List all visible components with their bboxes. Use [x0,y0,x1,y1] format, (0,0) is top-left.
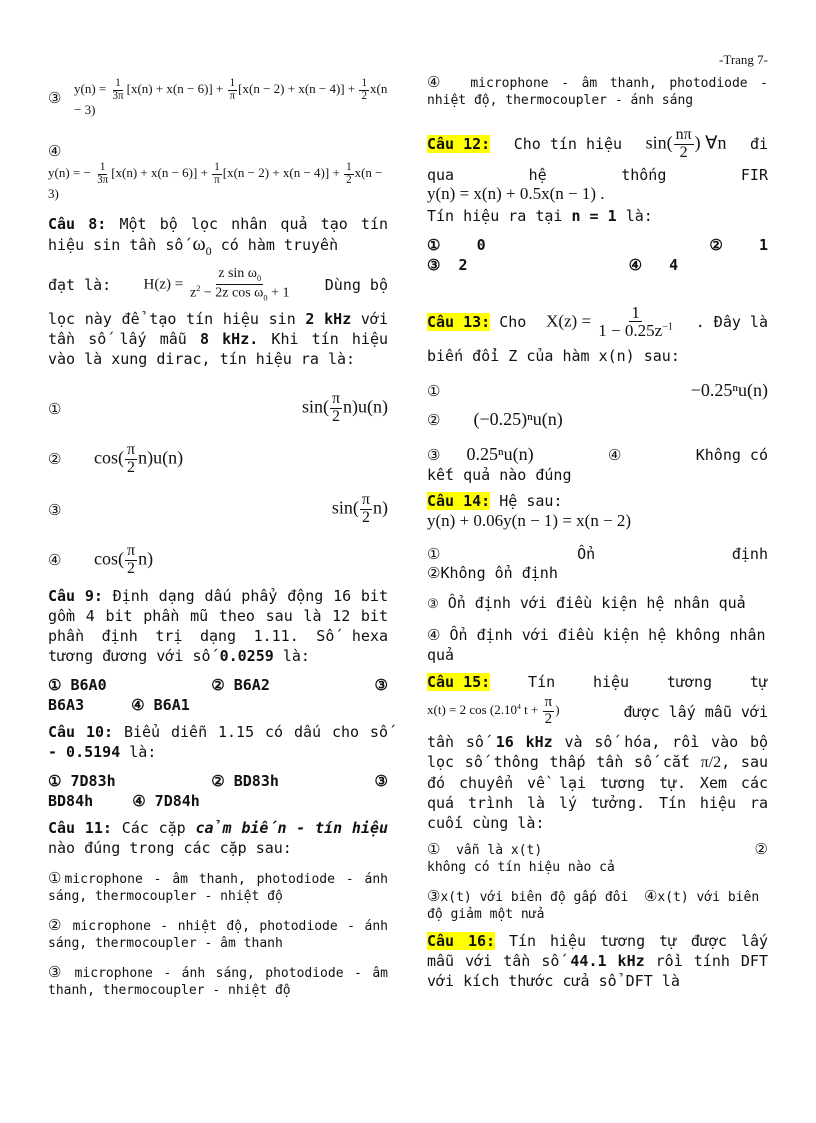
q8-option-1[interactable]: ① sin( $\frac{\pi}{2}$ n)u(n) [48,390,388,426]
question-8: Câu 8: Một bộ lọc nhân quả tạo tín hiệu sin tần số $\omega_0$ có hàm truyền đạt là: H(z) = $\frac{z \sin \omega_0}{z^2 - 2z \cos \omega_0 + 1}$ Dùng bộ lọc này để tạo tín hiệu sin 2 kHz với tần số lấy mẫu 8 kHz. Khi tín hiệu vào là xung dirac, tín hiệu ra là: ① sin( $\frac{\pi}{2}$ n)u(n) ② cos( $\frac{\pi}{2}$ n)u(n) ③ sin( $\frac{\pi}{2}$ n) ④ cos( $\frac{\pi}{2}$ n) [48,215,389,577]
q13-option-4-symbol[interactable]: ④ [607,445,622,464]
q10-label: Câu 10: [48,722,114,741]
q7-option-3[interactable] [48,78,388,118]
q10-options-row-1 [48,772,388,790]
q9-option-4[interactable]: ④ B6A1 [131,695,190,714]
q9-option-3-symbol[interactable]: ③ [374,675,388,694]
circled-3-icon: ③ [48,89,62,108]
q10-tail: là: [129,742,157,761]
question-13: Câu 13: Cho X(z) = $\frac{1}{1 - 0.25z^{-1}}$ . Đây là biến đổi Z của hàm x(n) sau: ① −0.25ⁿu(n) ② (−0.25)ⁿu(n) ③ 0.25ⁿu(n) ④ Không có kết quả nào đúng [427,302,768,485]
q13-options-row-2: ③ 0.25ⁿu(n) ④ Không có [427,444,768,465]
q15-options-row-2 [427,888,768,923]
q8-transfer-function: đạt là: H(z) = $\frac{z \sin \omega_0}{z^2 - 2z \cos \omega_0 + 1}$ Dùng bộ [48,266,388,303]
q8-label: Câu 8: [48,215,107,234]
right-column [427,72,768,991]
q13-option-1[interactable]: ① −0.25ⁿu(n) [427,380,768,401]
q12-options-row-1 [427,236,768,254]
q12-n: n = 1 [571,206,617,225]
question-11 [48,818,388,999]
question-16 [427,931,768,991]
q16-text-2: rồi tính DFT với kích thước cửa sổ DFT là [427,951,768,990]
q10-option-3[interactable]: BD84h [48,791,94,810]
q10-value: - 0.5194 [48,742,121,761]
q9-options-row-1 [48,676,388,694]
q9-text: Định dạng dấu phẩy động 16 bit gồm 4 bit phần mũ theo sau là 12 bit phần định trị dạng 1.11. Số hexa tương đương với số [48,586,388,665]
q8-text: Một bộ lọc nhân quả tạo tín hiệu sin tần số [48,215,389,255]
q8-freq: 2 kHz [305,310,352,329]
q16-label: Câu 16: [427,931,496,950]
q8-text-6: Khi tín hiệu vào là xung dirac, tín hiệu ra là: [48,330,389,369]
q15-option-2[interactable]: không có tín hiệu nào cả [427,859,615,875]
q10-options-row-2 [48,792,388,810]
q13-line-1: Câu 13: Cho X(z) = $\frac{1}{1 - 0.25z^{-1}}$ . Đây là [427,302,768,341]
question-9 [48,586,388,714]
q15-option-4[interactable]: ④x(t) với biên độ giảm một nửa [427,886,760,922]
circled-1-icon: ① [48,399,62,418]
q15-fs: 16 kHz [495,732,553,751]
q15-line-1: Câu 15: Tín hiệu tương tự [427,673,768,692]
q10-option-4[interactable]: ④ 7D84h [132,791,200,810]
q8-text-3: đạt là: [48,276,112,295]
q11-option-2[interactable]: ② microphone - nhiệt độ, photodiode - ánh sáng, thermocoupler - âm thanh [48,915,388,951]
q7-option-3-equation: y(n) = $\frac{1}{3\pi}$ [x(n) + x(n − 6)] + $\frac{1}{\pi}$ [x(n − 2) + x(n − 4)] + $\frac{1}{2}$ x(n − 3) [74,77,388,118]
q15-line-2: x(t) = 2 cos (2.10$^4$ t + $\frac{\pi}{2}$ ) được lấy mẫu với [427,694,768,728]
left-column [48,72,388,999]
q12-line-2: qua hệ thống FIR [427,165,768,184]
q9-option-1[interactable]: ① B6A0 [48,675,107,694]
q9-tail: là: [282,646,310,665]
q12-options-row-2 [427,256,768,274]
q10-option-2[interactable]: ② BD83h [211,771,279,790]
q15-option-2-symbol[interactable]: ② [754,840,768,859]
q11-option-3[interactable]: ③ microphone - ánh sáng, photodiode - âm thanh, thermocoupler - nhiệt độ [48,962,388,998]
q12-system-equation: y(n) = x(n) + 0.5x(n − 1) . [427,183,605,203]
q13-option-3[interactable]: ③ 0.25ⁿu(n) [427,444,534,465]
q13-label: Câu 13: [427,312,491,331]
q13-text-1: Cho [499,312,527,331]
q12-label: Câu 12: [427,135,491,154]
q15-text-4: , sau đó chuyển về lại tương tự. Xem các quá trình là lý tưởng. Tín hiệu ra cuối cùng là: [427,752,769,832]
question-10 [48,722,388,810]
q7-option-4[interactable] [48,142,388,202]
q8-fs: 8 kHz. [199,330,259,349]
q11-option-1[interactable]: ①microphone - âm thanh, photodiode - ánh sáng, thermocoupler - nhiệt độ [48,868,388,904]
circled-4-icon: ④ [48,142,62,161]
q9-options-row-2 [48,696,388,714]
q15-text-3: và số hóa, rồi vào bộ lọc số thông thấp tần số cắt [427,732,769,771]
question-15: Câu 15: Tín hiệu tương tự x(t) = 2 cos (2.10$^4$ t + $\frac{\pi}{2}$ ) được lấy mẫu với tần số 16 kHz và số hóa, rồi vào bộ lọc số thông thấp tần số cắt π/2, sau đó chuyển về lại tương tự. Xem các quá trình là lý tưởng. Tín hiệu ra cuối cùng là: ① vẫn là x(t) ② không có tín hiệu nào cả ③x(t) với biên độ gấp đôi ④x(t) với biên độ giảm một nửa [427,673,769,922]
question-12 [427,127,768,274]
q12-text-1: Cho tín hiệu [513,135,623,154]
q14-option-4[interactable]: ④ Ổn định với điều kiện hệ không nhân quả [427,626,766,665]
q12-option-3[interactable]: ③ 2 [427,255,468,274]
q15-label: Câu 15: [427,673,491,692]
question-14 [427,491,768,665]
q8-option-2[interactable]: ② cos( $\frac{\pi}{2}$ n)u(n) [48,440,184,476]
q7-option-4-equation: y(n) = − $\frac{1}{3\pi}$ [x(n) + x(n − 6)] + $\frac{1}{\pi}$ [x(n − 2) + x(n − 4)] + $\frac{1}{2}$ x(n − 3) [48,161,383,202]
q14-label: Câu 14: [427,492,491,511]
q15-option-1[interactable]: ① vẫn là x(t) [427,839,543,858]
q12-option-1[interactable]: ① 0 [427,235,486,254]
q10-option-3-symbol[interactable]: ③ [374,771,388,790]
q14-option-3[interactable]: ③ Ổn định với điều kiện hệ nhân quả [427,594,746,613]
q12-line-1: Câu 12: Cho tín hiệu sin( $\frac{n\pi}{2}$ ) ∀n đi [427,126,768,161]
q11-emphasis: cảm biến - tín hiệu [195,818,389,837]
q8-option-3[interactable]: ③ sin( $\frac{\pi}{2}$ n) [48,491,388,527]
q14-text: Hệ sau: [499,492,563,511]
circled-3-icon: ③ [48,500,62,519]
q16-fs: 44.1 kHz [570,951,645,970]
q11-label: Câu 11: [48,818,112,837]
q8-option-4[interactable]: ④ cos( $\frac{\pi}{2}$ n) [48,542,154,577]
q12-option-2[interactable]: ② 1 [709,235,768,254]
q12-tail: là: [625,206,653,225]
q15-option-3[interactable]: ③x(t) với biên độ gấp đôi [427,886,629,905]
q13-option-2[interactable]: ② (−0.25)ⁿu(n) [427,409,563,430]
q9-value: 0.0259 [219,646,274,665]
q16-text-1: Tín hiệu tương tự được lấy mẫu với tần số [427,931,769,970]
q10-text: Biểu diễn 1.15 có dấu cho số [123,722,388,741]
q15-options-row-1 [427,841,768,859]
circled-2-icon: ② [48,450,62,469]
q10-option-1[interactable]: ① 7D83h [48,771,116,790]
q14-equation: y(n) + 0.06y(n − 1) = x(n − 2) [427,511,632,531]
q11-text-2: nào đúng trong các cặp sau: [48,838,292,857]
q14-option-2[interactable]: ②Không ổn định [427,564,558,583]
circled-4-icon: ④ [48,551,62,570]
q9-option-2[interactable]: ② B6A2 [211,675,270,694]
page-number: -Trang 7- [719,52,768,67]
q9-option-3[interactable]: B6A3 [48,695,85,714]
q9-label: Câu 9: [48,586,103,605]
q14-option-1[interactable]: ① Ổn định [427,545,768,564]
q11-option-4[interactable]: ④ microphone - âm thanh, photodiode - nhiệt độ, thermocoupler - ánh sáng [427,73,769,108]
q12-option-4[interactable]: ④ 4 [628,255,679,274]
q8-text-5: với tần số lấy mẫu [48,310,389,349]
q11-text-1: Các cặp [121,818,186,837]
q8-text-2: có hàm truyền [220,236,339,255]
q12-text-3: Tín hiệu ra tại [427,206,563,225]
